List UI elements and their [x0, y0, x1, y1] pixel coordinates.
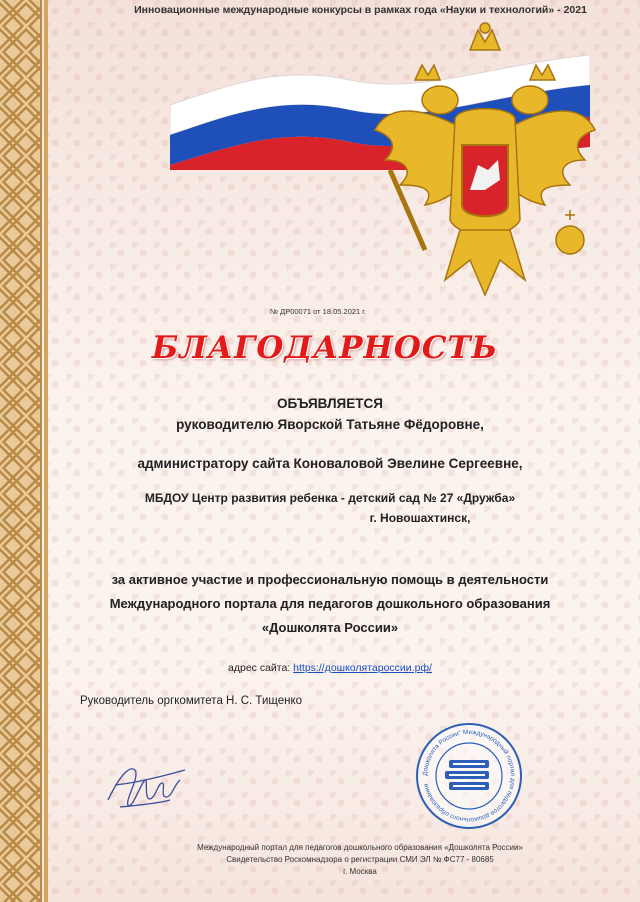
committee-head: Руководитель оргкомитета Н. С. Тищенко — [80, 695, 303, 707]
header-text: Инновационные международные конкурсы в рамках года «Науки и технологий» - 2021 — [134, 4, 587, 16]
books-stamp-icon — [415, 722, 523, 830]
site-address-label: адрес сайта: — [228, 662, 294, 674]
city-line: г. Новошахтинск, — [369, 511, 471, 525]
reason-line-3: «Дошколята России» — [261, 620, 399, 635]
reason-line-1: за активное участие и профессиональную помощь в деятельности — [111, 572, 549, 587]
organization-line: МБДОУ Центр развития ребенка - детский сад № 27 «Дружба» — [144, 491, 516, 505]
announce-line: ОБЪЯВЛЯЕТСЯ — [277, 396, 383, 411]
recipient-line-1: руководителю Яворской Татьяне Фёдоровне, — [176, 417, 484, 432]
signature-icon — [100, 755, 190, 815]
footer-line-2: Свидетельство Роскомнадзора о регистрации СМИ ЭЛ № ФС77 - 80685 — [226, 855, 494, 864]
registration-number: № ДР00071 от 18.05.2021 г. — [270, 307, 367, 316]
russian-coat-of-arms-icon — [370, 20, 600, 305]
ornamental-border — [0, 0, 42, 902]
reason-line-2: Международного портала для педагогов дошкольного образования — [109, 596, 551, 611]
footer-line-1: Международный портал для педагогов дошкольного образования «Дошколята России» — [197, 843, 523, 852]
site-link[interactable]: https://дошколятароссии.рф/ — [293, 662, 432, 674]
site-address — [60, 662, 600, 674]
footer-line-3: г. Москва — [343, 867, 377, 876]
certificate-title: БЛАГОДАРНОСТЬ — [151, 330, 499, 366]
recipient-line-2: администратору сайта Коноваловой Эвелине Сергеевне, — [137, 456, 523, 471]
stamp-ring-text: Дошколята России" Международный портал для педагогов дошкольного образования — [421, 728, 517, 824]
